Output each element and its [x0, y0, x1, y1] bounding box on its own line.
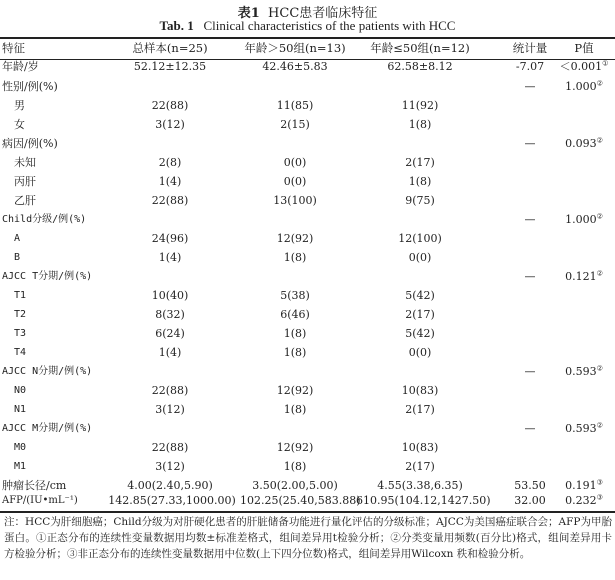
- row-label: 病因/例(%): [2, 137, 58, 150]
- table-row: [0, 228, 615, 249]
- cell-age-le50: 10(83): [401, 441, 439, 454]
- table-row: [0, 266, 615, 287]
- cell-statistic: —: [524, 213, 536, 226]
- cell-total: 22(88): [151, 441, 189, 454]
- table-row: [0, 418, 615, 439]
- table-row: [0, 76, 615, 97]
- cell-total: 3(12): [155, 118, 185, 131]
- header-statistic: 统计量: [512, 41, 548, 55]
- row-label: 未知: [14, 156, 36, 169]
- table-row: [0, 304, 615, 325]
- row-label: B: [14, 252, 21, 263]
- cell-age-gt50: 1(8): [283, 346, 307, 359]
- cell-age-le50: 5(42): [405, 289, 435, 302]
- header-age-gt50: 年龄＞50组(n=13): [244, 41, 346, 55]
- cell-age-gt50: 102.25(25.40,583.88): [240, 494, 361, 507]
- table-row: [0, 114, 615, 135]
- header-total: 总样本(n=25): [132, 41, 208, 55]
- row-label: 丙肝: [14, 175, 36, 188]
- cell-total: 2(8): [158, 156, 182, 169]
- row-label: AJCC T分期/例(%): [2, 271, 93, 282]
- row-label: N0: [14, 385, 27, 396]
- cell-age-le50: 610.95(104.12,1427.50): [356, 494, 491, 507]
- cell-total: 1(4): [158, 251, 182, 264]
- row-label: A: [14, 233, 21, 244]
- cell-total: 52.12±12.35: [133, 60, 207, 73]
- bottom-rule: [0, 511, 615, 513]
- cell-age-le50: 1(8): [408, 118, 432, 131]
- cell-total: 3(12): [155, 460, 185, 473]
- cell-age-gt50: 1(8): [283, 251, 307, 264]
- cell-age-le50: 4.55(3.38,6.35): [377, 479, 463, 492]
- cell-statistic: 32.00: [514, 494, 546, 507]
- table-caption-en: Clinical characteristics of the patients with HCC: [203, 18, 456, 33]
- cell-total: 6(24): [155, 327, 185, 340]
- cell-age-le50: 2(17): [405, 403, 435, 416]
- header-age-le50: 年龄≤50组(n=12): [370, 41, 470, 55]
- table-number-en: Tab. 1: [159, 18, 194, 33]
- row-label: 肿瘤长径/cm: [2, 479, 67, 492]
- cell-total: 1(4): [158, 175, 182, 188]
- table-row: [0, 209, 615, 230]
- cell-age-le50: 2(17): [405, 460, 435, 473]
- row-label: T2: [14, 309, 27, 320]
- cell-age-gt50: 5(38): [280, 289, 310, 302]
- row-label: Child分级/例(%): [2, 214, 87, 225]
- cell-statistic: —: [524, 422, 536, 435]
- cell-age-gt50: 2(15): [280, 118, 310, 131]
- cell-age-gt50: 1(8): [283, 403, 307, 416]
- cell-p-value: 1.000②: [565, 79, 603, 93]
- cell-statistic: -7.07: [515, 60, 545, 73]
- table-row: [0, 152, 615, 173]
- cell-age-le50: 2(17): [405, 308, 435, 321]
- row-label: T3: [14, 328, 27, 339]
- table-row: [0, 95, 615, 116]
- cell-age-gt50: 1(8): [283, 460, 307, 473]
- cell-total: 1(4): [158, 346, 182, 359]
- cell-age-le50: 5(42): [405, 327, 435, 340]
- row-label: AFP/(IU•mL⁻¹): [2, 495, 78, 506]
- table-row: [0, 56, 615, 77]
- row-label: AJCC M分期/例(%): [2, 423, 93, 434]
- cell-age-gt50: 12(92): [276, 384, 314, 397]
- row-label: 乙肝: [14, 194, 36, 207]
- row-label: 女: [14, 118, 25, 131]
- header-p-value: P值: [574, 41, 594, 55]
- cell-statistic: —: [524, 137, 536, 150]
- cell-p-value: 0.121②: [565, 269, 603, 283]
- table-row: [0, 190, 615, 211]
- header-feature: 特征: [2, 41, 25, 55]
- cell-age-le50: 10(83): [401, 384, 439, 397]
- table-row: [0, 437, 615, 458]
- table-row: [0, 133, 615, 154]
- row-label: T1: [14, 290, 27, 301]
- table-footnote: 注：HCC为肝细胞癌；Child分级为对肝硬化患者的肝脏储备功能进行量化评估的分级标准；AJCC为美国癌症联合会；AFP为甲胎蛋白。①正态分布的连续性变量数据用均数±标准差格式，组间差异用t检验分析；②分类变量用频数(百分比)格式，组间差异用卡方检验分析；③非正态分布的连续性变量数据用中位数(上下四分位数)格式，组间差异用Wilcoxn 秩和检验分析。: [4, 516, 612, 560]
- cell-age-gt50: 42.46±5.83: [262, 60, 328, 73]
- table-row: [0, 399, 615, 420]
- row-label: AJCC N分期/例(%): [2, 366, 93, 377]
- cell-age-gt50: 12(92): [276, 441, 314, 454]
- cell-age-le50: 0(0): [408, 346, 432, 359]
- cell-age-gt50: 3.50(2.00,5.00): [252, 479, 338, 492]
- cell-age-le50: 11(92): [401, 99, 439, 112]
- row-label: 性别/例(%): [2, 80, 58, 93]
- cell-total: 22(88): [151, 194, 189, 207]
- cell-total: 3(12): [155, 403, 185, 416]
- cell-total: 22(88): [151, 99, 189, 112]
- row-label: N1: [14, 404, 27, 415]
- cell-age-gt50: 6(46): [280, 308, 310, 321]
- table-row: [0, 323, 615, 344]
- row-label: T4: [14, 347, 27, 358]
- cell-age-le50: 62.58±8.12: [387, 60, 453, 73]
- cell-age-gt50: 13(100): [273, 194, 317, 207]
- cell-age-le50: 12(100): [398, 232, 442, 245]
- table-row: [0, 247, 615, 268]
- table-row: [0, 285, 615, 306]
- cell-p-value: ＜0.001①: [559, 59, 609, 73]
- cell-age-gt50: 0(0): [283, 175, 307, 188]
- cell-age-gt50: 0(0): [283, 156, 307, 169]
- cell-p-value: 0.093②: [565, 136, 603, 150]
- cell-p-value: 0.593②: [565, 364, 603, 378]
- cell-total: 24(96): [151, 232, 189, 245]
- cell-total: 22(88): [151, 384, 189, 397]
- cell-p-value: 1.000②: [565, 212, 603, 226]
- table-row: [0, 456, 615, 477]
- cell-statistic: —: [524, 365, 536, 378]
- table-row: [0, 361, 615, 382]
- cell-statistic: —: [524, 270, 536, 283]
- cell-age-gt50: 12(92): [276, 232, 314, 245]
- cell-statistic: —: [524, 80, 536, 93]
- row-label: M0: [14, 442, 27, 453]
- cell-total: 10(40): [151, 289, 189, 302]
- cell-age-le50: 1(8): [408, 175, 432, 188]
- cell-age-gt50: 1(8): [283, 327, 307, 340]
- row-label: 男: [14, 99, 25, 112]
- cell-total: 142.85(27.33,1000.00): [108, 494, 236, 507]
- table-row: [0, 490, 615, 511]
- table-number-cn: 表1: [237, 6, 260, 21]
- cell-age-le50: 0(0): [408, 251, 432, 264]
- cell-age-le50: 9(75): [405, 194, 435, 207]
- cell-total: 8(32): [155, 308, 185, 321]
- table-title-en: [0, 18, 615, 34]
- cell-statistic: 53.50: [514, 479, 546, 492]
- table-caption-cn: HCC患者临床特征: [268, 6, 378, 21]
- table-row: [0, 380, 615, 401]
- table-row: [0, 342, 615, 363]
- cell-total: 4.00(2.40,5.90): [127, 479, 213, 492]
- table-row: [0, 171, 615, 192]
- cell-age-le50: 2(17): [405, 156, 435, 169]
- cell-age-gt50: 11(85): [276, 99, 314, 112]
- row-label: 年龄/岁: [2, 60, 39, 73]
- cell-p-value: 0.191③: [565, 478, 603, 492]
- row-label: M1: [14, 461, 27, 472]
- cell-p-value: 0.232③: [565, 493, 603, 507]
- cell-p-value: 0.593②: [565, 421, 603, 435]
